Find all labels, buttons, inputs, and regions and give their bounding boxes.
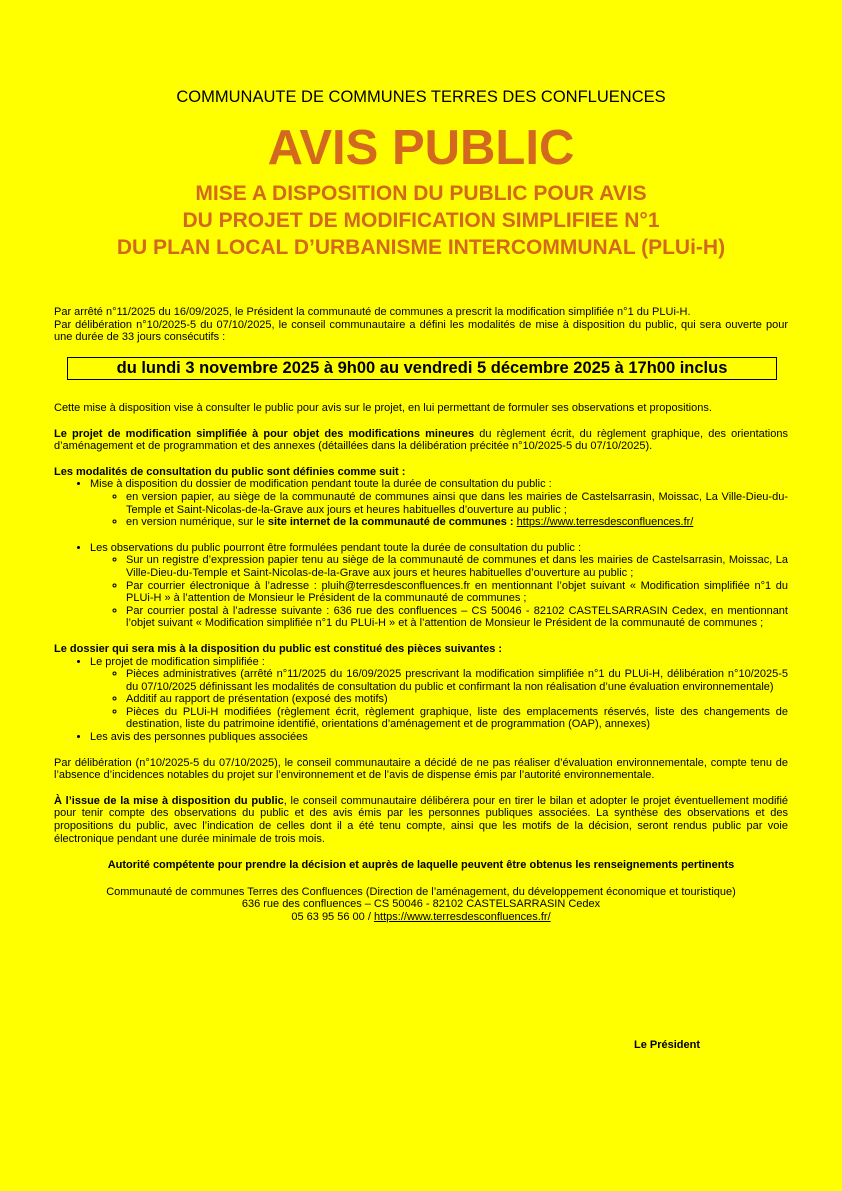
dossier-list [54, 656, 788, 744]
list-item: ◦ Pièces administratives (arrêté n°11/2025 du 16/09/2025 prescrivant la modification simplifiée n°1 du PLUi-H, délibération n°10/2025-5 du 07/10/2025 définissant les modalités de consultation du public et confirmant la non réalisation d’une évaluation environnementale) [126, 668, 788, 693]
list-item: ◦ Additif au rapport de présentation (exposé des motifs) [126, 693, 788, 706]
website-link[interactable]: https://www.terresdesconfluences.fr/ [516, 516, 694, 529]
list-item: • Les avis des personnes publiques associées [90, 731, 788, 744]
notice-title: AVIS PUBLIC [267, 121, 575, 175]
intro-section [54, 306, 788, 344]
subtitle-line-2: DU PROJET DE MODIFICATION SIMPLIFIEE N°1 [182, 209, 660, 232]
object-rest: du règlement écrit, du règlement graphique, des orientations d’aménagement et de programmation et des annexes (détaillées dans la délibération précitée n°10/2025-5 du 07/10/2025). [54, 427, 788, 453]
authority-contact [54, 911, 788, 924]
list-item: ◦ Par courrier électronique à l’adresse : pluih@terresdesconfluences.fr en mentionnant l’objet suivant « Modification simplifiée n°1 du PLUi-H » à l’attention de Monsieur le Président de la communauté de communes ; [126, 580, 788, 605]
main-content [54, 402, 788, 924]
list-item: ◦ en version numérique, sur le site internet de la communauté de communes : https://www.terresdesconfluences.fr/ [126, 516, 788, 529]
deliberation-paragraph: Par délibération (n°10/2025-5 du 07/10/2025), le conseil communautaire a décidé de ne pas réaliser d’évaluation environnementale, compte tenu de l’absence d’incidences notables du projet sur l’environnement et de l’avis de dispense émis par l’autorité environnementale. [54, 756, 788, 782]
intro-paragraph-2: Par délibération n°10/2025-5 du 07/10/2025, le conseil communautaire a défini les modalités de mise à disposition du public, qui sera ouverte pour une durée de 33 jours consécutifs : [54, 318, 788, 344]
modalities-list [54, 478, 788, 630]
list-item: ◦ Par courrier postal à l’adresse suivante : 636 rue des confluences – CS 50046 - 82102 CASTELSARRASIN Cedex, en mentionnant l’objet suivant « Modification simplifiée n°1 du PLUi-H » et à l’attention de Monsieur le Président de la communauté de communes ; [126, 605, 788, 630]
list-item: • Les observations du public pourront être formulées pendant toute la durée de consultation du public : ◦ Sur un registre d’expression papier tenu au siège de la communauté de communes et dans les mairies de Castelsarrasin, Moissac, La Ville-Dieu-du-Temple et Saint-Nicolas-de-la-Grave aux jours et heures habituelles d’ouverture au public ; ◦ Par courrier électronique à l’adresse : pluih@terresdesconfluences.fr en mentionnant l’objet suivant « Modification simplifiée n°1 du PLUi-H » à l’attention de Monsieur le Président de la communauté de communes ; ◦ Par courrier postal à l’adresse suivante : 636 rue des confluences – CS 50046 - 82102 CASTELSARRASIN Cedex, en mentionnant l’objet suivant « Modification simplifiée n°1 du PLUi-H » et à l’attention de Monsieur le Président de la communauté de communes ; [90, 542, 788, 630]
subtitle-line-1: MISE A DISPOSITION DU PUBLIC POUR AVIS [195, 182, 647, 205]
subtitle-line-3: DU PLAN LOCAL D’URBANISME INTERCOMMUNAL (PLUi-H) [116, 236, 726, 259]
dossier-heading: Le dossier qui sera mis à la disposition du public est constitué des pièces suivantes : [54, 642, 503, 655]
notice-subtitle [0, 180, 842, 261]
list-item: ◦ Pièces du PLUi-H modifiées (règlement écrit, règlement graphique, liste des emplacements réservés, liste des changements de destination, liste du patrimoine identifié, orientations d’aménagement et de programmation (OAP), annexes) [126, 706, 788, 731]
authority-heading: Autorité compétente pour prendre la décision et auprès de laquelle peuvent être obtenus les renseignements pertinents [107, 859, 735, 872]
list-item: • Mise à disposition du dossier de modification pendant toute la durée de consultation du public : ◦ en version papier, au siège de la communauté de communes ainsi que dans les mairies de Castelsarrasin, Moissac, La Ville-Dieu-du-Temple et Saint-Nicolas-de-la-Grave aux jours et heures habituelles d’ouverture au public ; ◦ en version numérique, sur le site internet de la communauté de communes : https://www.terresdesconfluences.fr/ [90, 478, 788, 528]
consultation-period-box: du lundi 3 novembre 2025 à 9h00 au vendredi 5 décembre 2025 à 17h00 inclus [67, 357, 777, 380]
authority-website-link[interactable]: https://www.terresdesconfluences.fr/ [373, 911, 551, 923]
modalities-heading: Les modalités de consultation du public sont définies comme suit : [54, 465, 406, 478]
list-item: • Le projet de modification simplifiée : ◦ Pièces administratives (arrêté n°11/2025 du 16/09/2025 prescrivant la modification simplifiée n°1 du PLUi-H, délibération n°10/2025-5 du 07/10/2025 définissant les modalités de consultation du public et confirmant la non réalisation d’une évaluation environnementale) ◦ Additif au rapport de présentation (exposé des motifs) ◦ Pièces du PLUi-H modifiées (règlement écrit, règlement graphique, liste des emplacements réservés, liste des changements de destination, liste du patrimoine identifié, orientations d’aménagement et de programmation (OAP), annexes) [90, 656, 788, 732]
signature: Le Président [634, 1039, 701, 1051]
issue-paragraph [54, 795, 788, 845]
list-item: ◦ en version papier, au siège de la communauté de communes ainsi que dans les mairies de Castelsarrasin, Moissac, La Ville-Dieu-du-Temple et Saint-Nicolas-de-la-Grave aux jours et heures habituelles d’ouverture au public ; [126, 491, 788, 516]
list-item: ◦ Sur un registre d’expression papier tenu au siège de la communauté de communes et dans les mairies de Castelsarrasin, Moissac, La Ville-Dieu-du-Temple et Saint-Nicolas-de-la-Grave aux jours et heures habituelles d’ouverture au public ; [126, 554, 788, 579]
authority-address: 636 rue des confluences – CS 50046 - 82102 CASTELSARRASIN Cedex [241, 898, 601, 911]
issue-bold: À l’issue de la mise à disposition du public [54, 794, 284, 807]
authority-line-1: Communauté de communes Terres des Confluences (Direction de l’aménagement, du développement économique et touristique) [106, 885, 736, 898]
object-bold: Le projet de modification simplifiée à pour objet des modifications mineures [54, 427, 475, 440]
object-paragraph [54, 428, 788, 453]
purpose-paragraph: Cette mise à disposition vise à consulter le public pour avis sur le projet, en lui permettant de formuler ses observations et propositions. [54, 402, 712, 414]
issue-rest: , le conseil communautaire délibérera pour en tirer le bilan et adopter le projet éventuellement modifié pour tenir compte des observations du public et des avis émis par les personnes publiques associées. La synthèse des observations et des propositions du public, avec l’indication de celles dont il a été tenu compte, ainsi que les motifs de la décision, seront rendus public par voie électronique pendant une durée minimale de trois mois. [54, 794, 789, 845]
authority-phone: 05 63 95 56 00 / [291, 911, 374, 923]
intro-paragraph-1: Par arrêté n°11/2025 du 16/09/2025, le Président la communauté de communes a prescrit la modification simplifiée n°1 du PLUi-H. [54, 306, 691, 318]
organization-name: COMMUNAUTE DE COMMUNES TERRES DES CONFLUENCES [176, 88, 666, 106]
